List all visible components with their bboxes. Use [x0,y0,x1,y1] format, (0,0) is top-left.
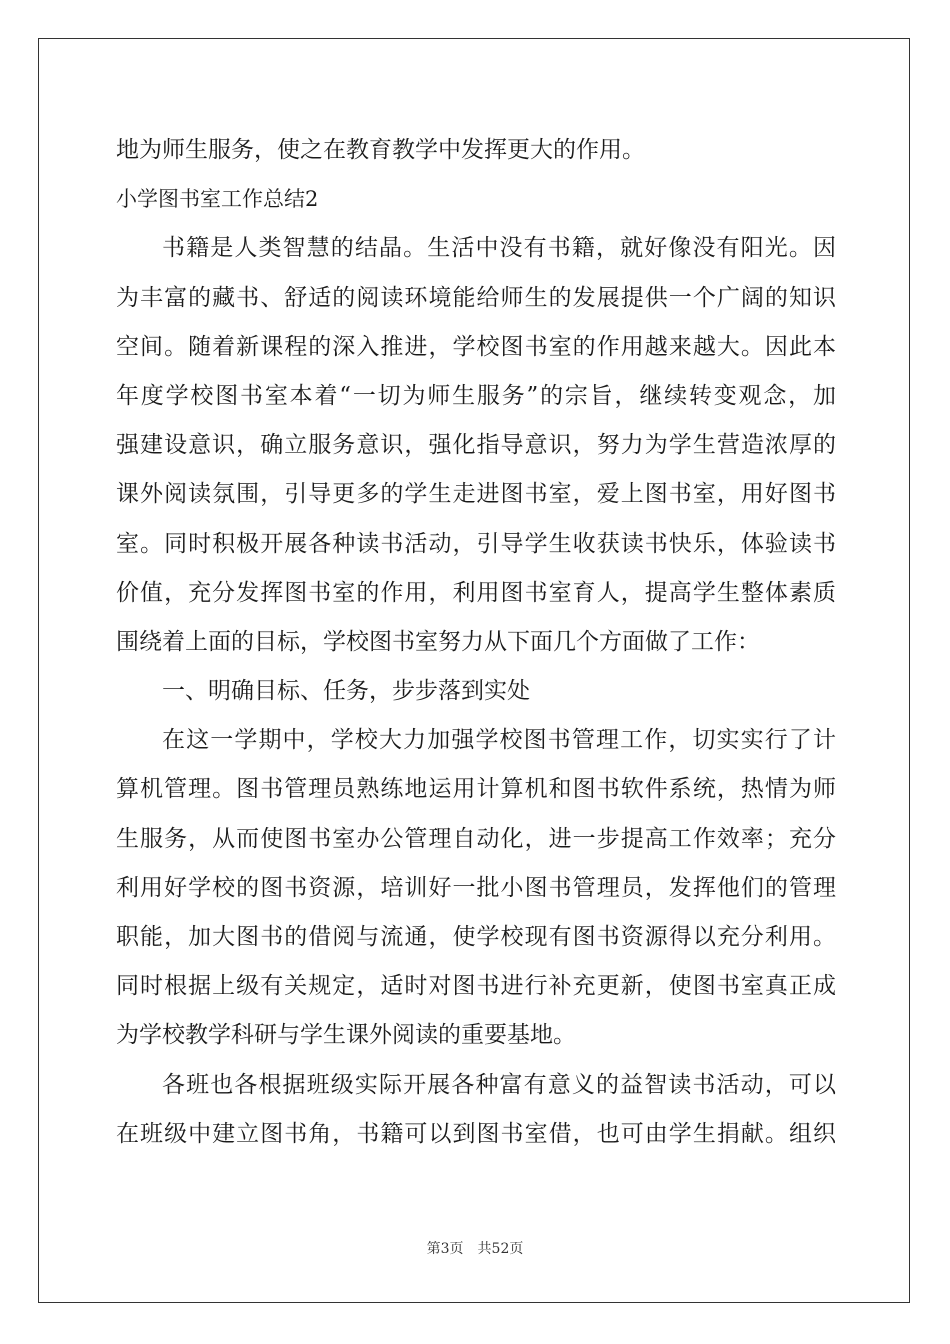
text-line: 围绕着上面的目标，学校图书室努力从下面几个方面做了工作： [116,628,760,655]
text-line: 为丰富的藏书、舒适的阅读环境能给师生的发展提供一个广阔的知识 [116,284,836,311]
text-line: 课外阅读氛围，引导更多的学生走进图书室，爱上图书室，用好图书 [116,481,836,508]
text-line: 在这一学期中，学校大力加强学校图书管理工作，切实实行了计 [162,727,836,754]
page-footer [0,1238,950,1258]
text-line: 生服务，从而使图书室办公管理自动化，进一步提高工作效率；充分 [116,825,836,852]
text-line: 地为师生服务，使之在教育教学中发挥更大的作用。 [116,137,645,163]
document-body [116,126,836,1159]
text-line: 书籍是人类智慧的结晶。生活中没有书籍，就好像没有阳光。因 [162,235,836,262]
text-line: 一、明确目标、任务，步步落到实处 [162,678,530,705]
page-number-current: 第3页 [426,1241,464,1257]
text-line: 在班级中建立图书角，书籍可以到图书室借，也可由学生捐献。组织 [116,1120,836,1147]
text-line: 各班也各根据班级实际开展各种富有意义的益智读书活动，可以 [162,1071,836,1098]
text-line: 算机管理。图书管理员熟练地运用计算机和图书软件系统，热情为师 [116,776,836,803]
text-line: 年度学校图书室本着“一切为师生服务”的宗旨，继续转变观念，加 [116,382,836,409]
text-line: 职能，加大图书的借阅与流通，使学校现有图书资源得以充分利用。 [116,924,836,950]
page-number-total: 共52页 [477,1241,524,1257]
text-line: 价值，充分发挥图书室的作用，利用图书室育人，提高学生整体素质 [116,579,836,606]
text-line: 利用好学校的图书资源，培训好一批小图书管理员，发挥他们的管理 [116,874,836,901]
text-line: 室。同时积极开展各种读书活动，引导学生收获读书快乐，体验读书 [116,530,836,557]
section-heading: 小学图书室工作总结2 [116,187,319,212]
text-line: 同时根据上级有关规定，适时对图书进行补充更新，使图书室真正成 [116,973,836,1000]
text-line: 为学校教学科研与学生课外阅读的重要基地。 [116,1022,576,1049]
text-line: 强建设意识，确立服务意识，强化指导意识，努力为学生营造浓厚的 [116,432,836,459]
text-line: 空间。随着新课程的深入推进，学校图书室的作用越来越大。因此本 [116,333,836,360]
